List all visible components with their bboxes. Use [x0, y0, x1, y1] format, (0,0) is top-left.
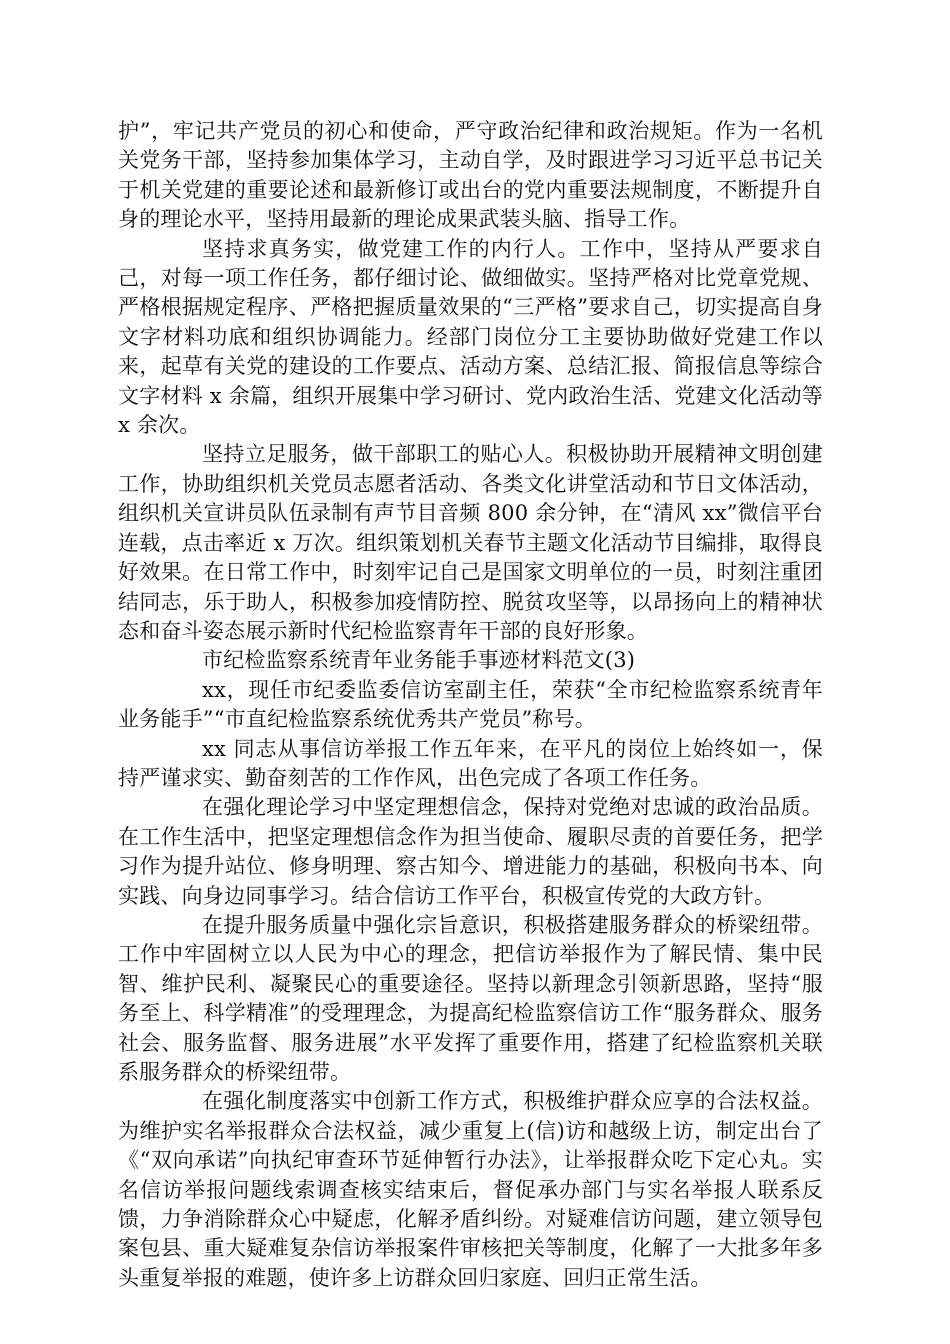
- paragraph-service-quality: 在提升服务质量中强化宗旨意识，积极搭建服务群众的桥梁纽带。工作中牢固树立以人民为中心的理念，把信访举报作为了解民情、集中民智、维护民利、凝聚民心的重要途径。坚持以新理念引领新思路，坚持“服务至上、科学精准”的受理理念，为提高纪检监察信访工作“服务群众、服务社会、服务监督、服务进展”水平发挥了重要作用，搭建了纪检监察机关联系服务群众的桥梁纽带。: [118, 912, 823, 1084]
- paragraph-theory-study: 在强化理论学习中坚定理想信念，保持对党绝对忠诚的政治品质。在工作生活中，把坚定理想信念作为担当使命、履职尽责的首要任务，把学习作为提升站位、修身明理、察古知今、增进能力的基础，积极向书本、向实践、向身边同事学习。结合信访工作平台，积极宣传党的大政方针。: [118, 795, 823, 908]
- paragraph-intro: xx，现任市纪委监委信访室副主任，荣获“全市纪检监察系统青年业务能手”“市直纪检监察系统优秀共产党员”称号。: [118, 677, 823, 732]
- paragraph-five-years: xx 同志从事信访举报工作五年来，在平凡的岗位上始终如一，保持严谨求实、勤奋刻苦的工作作风，出色完成了各项工作任务。: [118, 736, 823, 790]
- document-body: [118, 117, 823, 1293]
- section-heading: 市纪检监察系统青年业务能手事迹材料范文(3): [202, 648, 636, 673]
- paragraph-party-building-work: 坚持求真务实，做党建工作的内行人。工作中，坚持从严要求自己，对每一项工作任务，都仔细讨论、做细做实。坚持严格对比党章党规、严格根据规定程序、严格把握质量效果的“三严格”要求自己，切实提高自身文字材料功底和组织协调能力。经部门岗位分工主要协助做好党建工作以来，起草有关党的建设的工作要点、活动方案、总结汇报、简报信息等综合文字材料 x 余篇，组织开展集中学习研讨、党内政治生活、党建文化活动等 x 余次。: [118, 236, 823, 438]
- paragraph-continuation: 护”，牢记共产党员的初心和使命，严守政治纪律和政治规矩。作为一名机关党务干部，坚持参加集体学习，主动自学，及时跟进学习习近平总书记关于机关党建的重要论述和最新修订或出台的党内重要法规制度，不断提升自身的理论水平，坚持用最新的理论成果武装头脑、指导工作。: [118, 119, 823, 232]
- paragraph-service-staff: 坚持立足服务，做干部职工的贴心人。积极协助开展精神文明创建工作，协助组织机关党员志愿者活动、各类文化讲堂活动和节日文体活动，组织机关宣讲员队伍录制有声节目音频 800 余分钟，在“清风 xx”微信平台连载，点击率近 x 万次。组织策划机关春节主题文化活动节目编排，取得良好效果。在日常工作中，时刻牢记自己是国家文明单位的一员，时刻注重团结同志，乐于助人，积极参加疫情防控、脱贫攻坚等，以昂扬向上的精神状态和奋斗姿态展示新时代纪检监察青年干部的良好形象。: [118, 442, 823, 643]
- paragraph-system-implementation: 在强化制度落实中创新工作方式，积极维护群众应享的合法权益。为维护实名举报群众合法权益，减少重复上(信)访和越级上访，制定出台了《“双向承诺”向执纪审查环节延伸暂行办法》，让举报群众吃下定心丸。实名信访举报问题线索调查核实结束后，督促承办部门与实名举报人联系反馈，力争消除群众心中疑虑，化解矛盾纠纷。对疑难信访问题，建立领导包案包县、重大疑难复杂信访举报案件审核把关等制度，化解了一大批多年多头重复举报的难题，使许多上访群众回归家庭、回归正常生活。: [118, 1089, 823, 1290]
